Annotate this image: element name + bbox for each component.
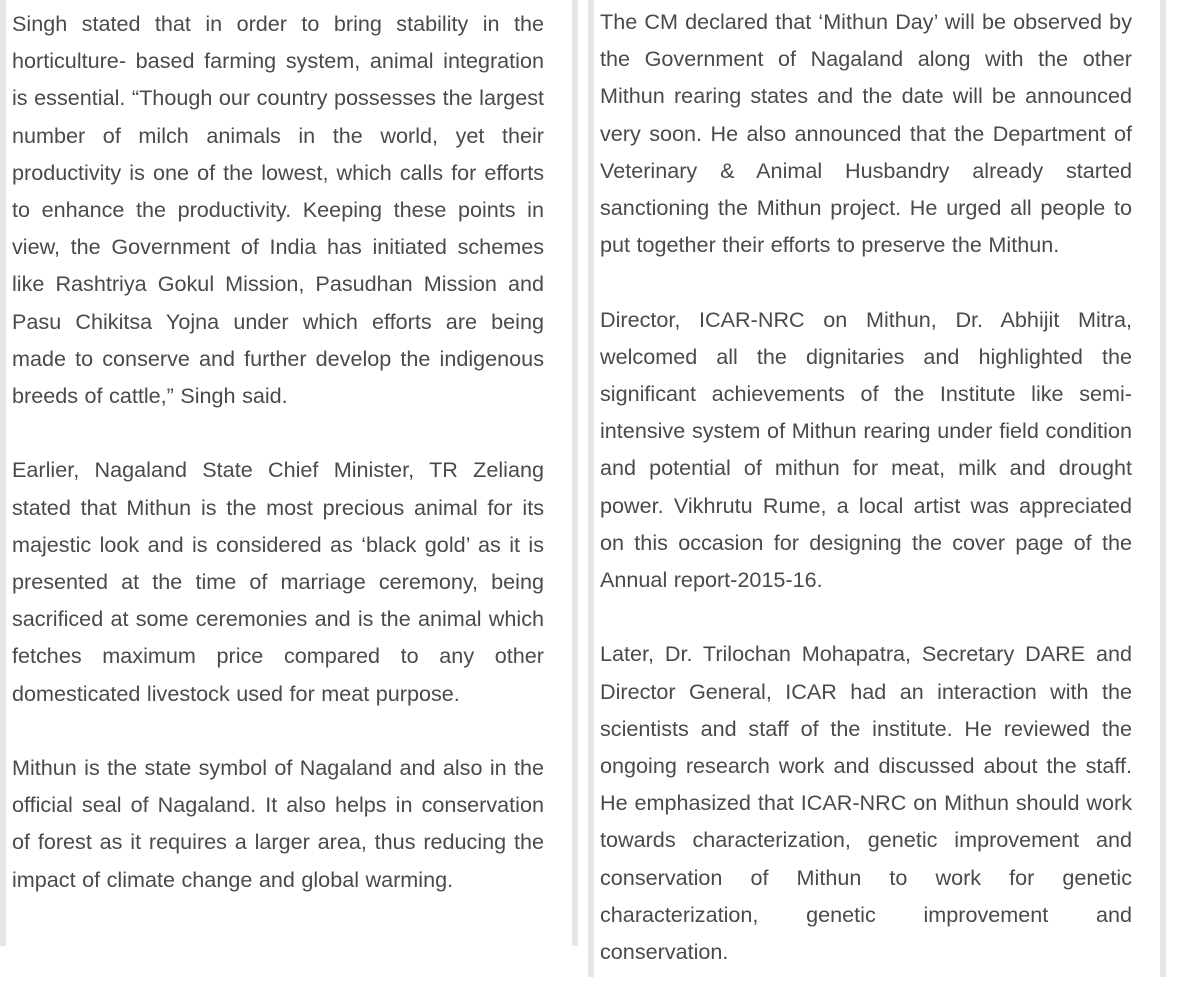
article-paragraph: Later, Dr. Trilochan Mohapatra, Secretary DARE and Director General, ICAR had an interaction with the scientists and staff of the institute. He reviewed the ongoing research work and discussed about the staff. He emphasized that ICAR-NRC on Mithun should work towards characterization, genetic improvement and conservation of Mithun to work for genetic characterization, genetic improvement and conservation. [600,641,1132,965]
left-article-column [0,0,578,946]
article-paragraph: The CM declared that ‘Mithun Day’ will be observed by the Government of Nagaland along with the other Mithun rearing states and the date will be announced very soon. He also announced that the Department of Veterinary & Animal Husbandry already started sanctioning the Mithun project. He urged all people to put together their efforts to preserve the Mithun. [600,9,1132,258]
right-article-column [588,0,1166,977]
article-paragraph: Singh stated that in order to bring stability in the horticulture- based farming system, animal integration is essential. “Though our country possesses the largest number of milch animals in the world, yet their productivity is one of the lowest, which calls for efforts to enhance the productivity. Keeping these points in view, the Government of India has initiated schemes like Rashtriya Gokul Mission, Pasudhan Mission and Pasu Chikitsa Yojna under which efforts are being made to conserve and further develop the indigenous breeds of cattle,” Singh said. [12,11,544,409]
article-paragraph: Earlier, Nagaland State Chief Minister, TR Zeliang stated that Mithun is the most precious animal for its majestic look and is considered as ‘black gold’ as it is presented at the time of marriage ceremony, being sacrificed at some ceremonies and is the animal which fetches maximum price compared to any other domesticated livestock used for meat purpose. [12,457,544,706]
article-paragraph: Mithun is the state symbol of Nagaland and also in the official seal of Nagaland. It also helps in conservation of forest as it requires a larger area, thus reducing the impact of climate change and global warming. [12,755,544,892]
article-paragraph: Director, ICAR-NRC on Mithun, Dr. Abhijit Mitra, welcomed all the dignitaries and highlighted the significant achievements of the Institute like semi-intensive system of Mithun rearing under field condition and potential of mithun for meat, milk and drought power. Vikhrutu Rume, a local artist was appreciated on this occasion for designing the cover page of the Annual report-2015-16. [600,306,1132,593]
